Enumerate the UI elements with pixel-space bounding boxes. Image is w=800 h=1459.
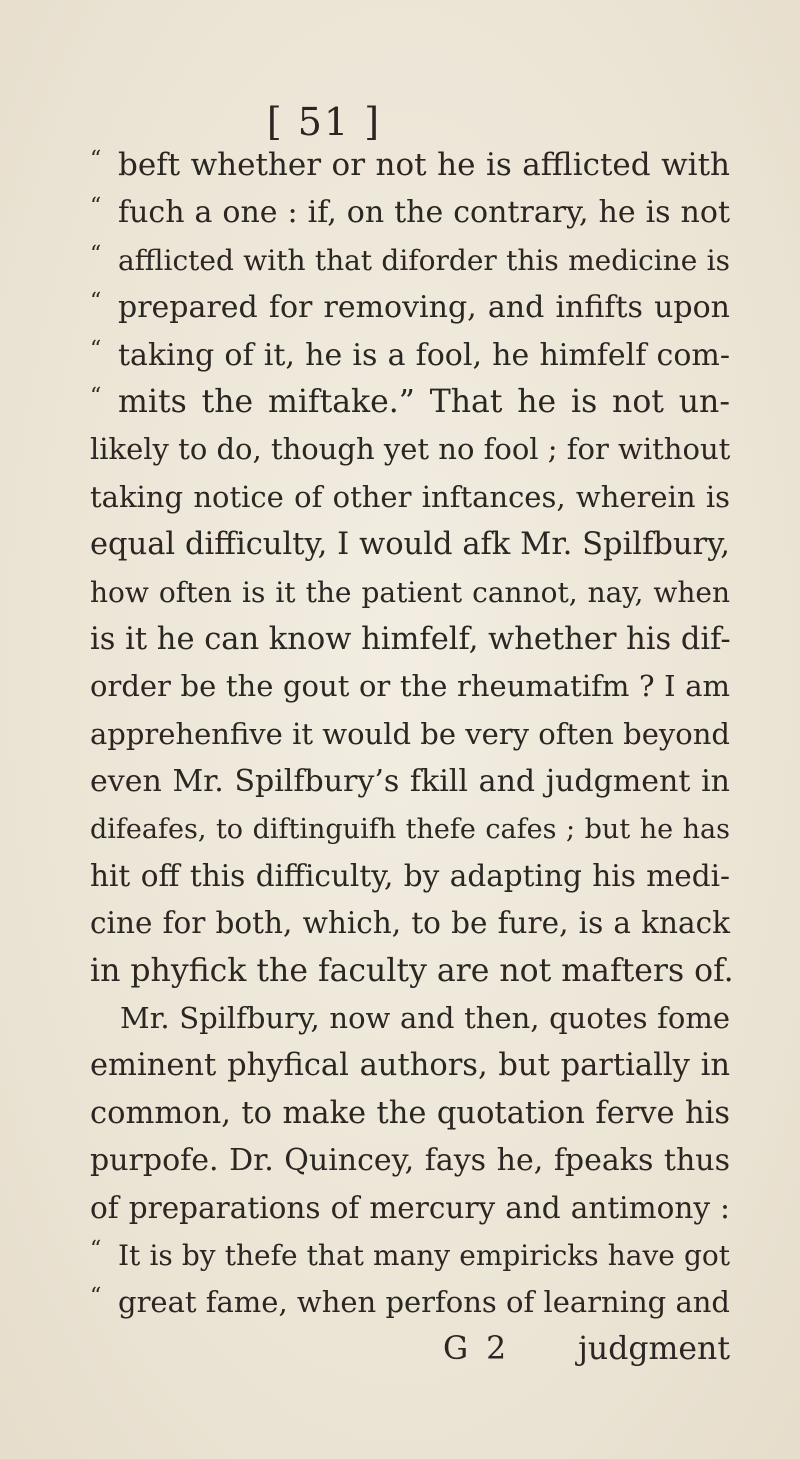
line-text: difeafes, to diftinguifh thefe cafes ; but he has [90,814,730,846]
text-line [90,1232,730,1279]
line-text: purpofe. Dr. Quincey, fays he, fpeaks thus [90,1143,730,1179]
quote-mark: “ [90,1284,102,1310]
text-line [90,1090,730,1137]
text-line [90,805,730,852]
line-text: how often is it the patient cannot, nay, when [90,575,730,609]
text-line [90,1185,730,1232]
line-text: mits the miftake.” That he is not un- [118,383,730,420]
line-text: taking of it, he is a fool, he himfelf com- [118,337,730,373]
quote-mark: “ [90,1236,102,1262]
text-line [90,189,730,236]
line-text: even Mr. Spilfbury’s fkill and judgment in [90,764,730,800]
line-text: beft whether or not he is afflicted with [118,147,730,183]
page-number: [ 51 ] [266,100,382,144]
text-line [90,1137,730,1184]
line-text: great fame, when perfons of learning and [118,1285,730,1320]
line-text: It is by thefe that many empiricks have got [118,1238,730,1272]
footer-line [90,1326,730,1373]
text-line [90,569,730,616]
text-line [90,663,730,710]
quote-mark: “ [90,147,102,172]
quote-mark: “ [90,336,102,362]
text-line [90,379,730,426]
line-text: hit off this difficulty, by adapting his medi- [90,858,730,893]
text-line [90,995,730,1042]
text-line [90,616,730,663]
text-line [90,237,730,284]
line-text: Mr. Spilfbury, now and then, quotes fome [120,1001,730,1036]
line-text: likely to do, though yet no fool ; for without [90,432,731,467]
quote-mark: “ [90,289,102,315]
line-text: cine for both, which, to be fure, is a knack [90,906,730,941]
text-line [90,1279,730,1326]
text-line [90,284,730,331]
line-text: fuch a one : if, on the contrary, he is not [118,195,730,231]
text-line [90,474,730,521]
text-line [90,142,730,189]
catchword: judgment [578,1331,730,1367]
line-text: eminent phyfical authors, but partially in [90,1048,730,1084]
text-line [90,711,730,758]
line-text: taking notice of other inftances, wherein is [90,479,730,514]
text-line [90,1042,730,1089]
quote-mark: “ [90,194,102,220]
text-line [90,853,730,900]
quote-mark: “ [90,383,102,409]
text-line [90,521,730,568]
line-text: of preparations of mercury and antimony : [90,1190,730,1225]
line-text: equal difficulty, I would afk Mr. Spilfbury, [90,527,730,563]
text-line [90,900,730,947]
line-text: common, to make the quotation ferve his [90,1095,730,1131]
line-text: is it he can know himfelf, whether his dif- [90,621,731,657]
line-text: in phyfick the faculty are not mafters of. [90,952,734,989]
line-text: prepared for removing, and infifts upon [118,290,730,326]
body-text [90,142,734,1327]
text-line [90,332,730,379]
line-text: apprehenfive it would be very often beyond [90,716,730,751]
quote-mark: “ [90,241,102,267]
line-text: order be the gout or the rheumatifm ? I am [90,669,730,704]
text-line [90,758,730,805]
line-text: afflicted with that diforder this medicine is [118,243,730,277]
text-line [90,426,730,473]
text-line [90,948,734,995]
signature-mark: G 2 [443,1331,511,1367]
